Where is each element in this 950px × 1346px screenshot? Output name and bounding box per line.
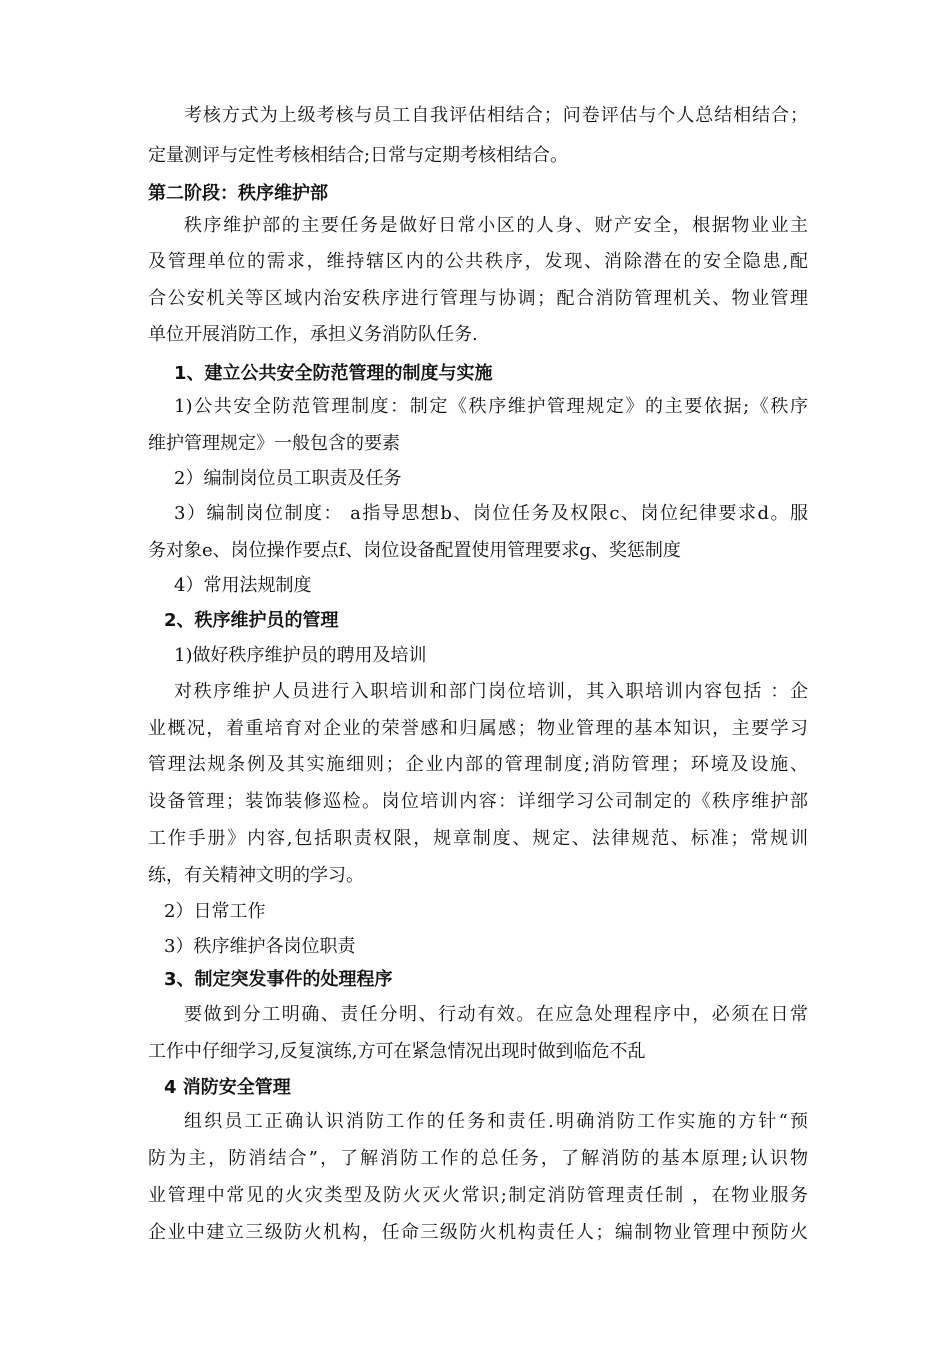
list-item: 4）常用法规制度 — [174, 575, 312, 596]
paragraph-line: 防为主，防消结合”，了解消防工作的总任务，了解消防的基本原理;认识物 — [148, 1148, 808, 1169]
section-heading: 第二阶段：秩序维护部 — [148, 183, 328, 204]
list-item: 3）编制岗位制度： a指导思想b、岗位任务及权限c、岗位纪律要求d。服 — [174, 503, 808, 524]
paragraph-line: 单位开展消防工作，承担义务消防队任务. — [148, 324, 478, 345]
subsection-heading: 4 消防安全管理 — [164, 1077, 291, 1098]
paragraph-line: 务对象e、岗位操作要点f、岗位设备配置使用管理要求g、奖惩制度 — [148, 540, 681, 561]
list-item: 3）秩序维护各岗位职责 — [164, 936, 356, 957]
paragraph-line: 对秩序维护人员进行入职培训和部门岗位培训，其入职培训内容包括 ：企 — [174, 681, 808, 702]
paragraph-line: 企业中建立三级防火机构，任命三级防火机构责任人；编制物业管理中预防火 — [148, 1222, 808, 1243]
subsection-heading: 2、秩序维护员的管理 — [164, 610, 339, 631]
list-item: 1)做好秩序维护员的聘用及培训 — [174, 645, 427, 666]
paragraph-line: 定量测评与定性考核相结合;日常与定期考核相结合。 — [148, 145, 569, 166]
paragraph-line: 练，有关精神文明的学习。 — [148, 865, 364, 886]
paragraph-line: 及管理单位的需求，维持辖区内的公共秩序，发现、消除潜在的安全隐患,配 — [148, 251, 808, 272]
list-item: 2）日常工作 — [164, 901, 266, 922]
paragraph-line: 设备管理；装饰装修巡检。岗位培训内容：详细学习公司制定的《秩序维护部 — [148, 791, 808, 812]
paragraph-line: 秩序维护部的主要任务是做好日常小区的人身、财产安全，根据物业业主 — [184, 215, 808, 236]
paragraph-line: 1)公共安全防范管理制度：制定《秩序维护管理规定》的主要依据;《秩序 — [174, 396, 808, 417]
paragraph-line: 要做到分工明确、责任分明、行动有效。在应急处理程序中，必须在日常 — [184, 1004, 808, 1025]
paragraph-line: 工作手册》内容,包括职责权限，规章制度、规定、法律规范、标准；常规训 — [148, 828, 808, 849]
paragraph-line: 工作中仔细学习,反复演练,方可在紧急情况出现时做到临危不乱 — [148, 1041, 646, 1062]
paragraph-line: 合公安机关等区域内治安秩序进行管理与协调；配合消防管理机关、物业管理 — [148, 288, 808, 309]
paragraph-line: 维护管理规定》一般包含的要素 — [148, 433, 400, 454]
paragraph-line: 考核方式为上级考核与员工自我评估相结合；问卷评估与个人总结相结合； — [184, 105, 808, 126]
paragraph-line: 业概况，着重培育对企业的荣誉感和归属感；物业管理的基本知识，主要学习 — [148, 718, 808, 739]
subsection-heading: 3、制定突发事件的处理程序 — [164, 969, 393, 990]
paragraph-line: 组织员工正确认识消防工作的任务和责任.明确消防工作实施的方针“预 — [184, 1111, 808, 1132]
list-item: 2）编制岗位员工职责及任务 — [174, 468, 402, 489]
paragraph-line: 业管理中常见的火灾类型及防火灭火常识;制定消防管理责任制 ，在物业服务 — [148, 1185, 808, 1206]
subsection-heading: 1、建立公共安全防范管理的制度与实施 — [174, 363, 493, 384]
paragraph-line: 管理法规条例及其实施细则；企业内部的管理制度;消防管理；环境及设施、 — [148, 754, 808, 775]
